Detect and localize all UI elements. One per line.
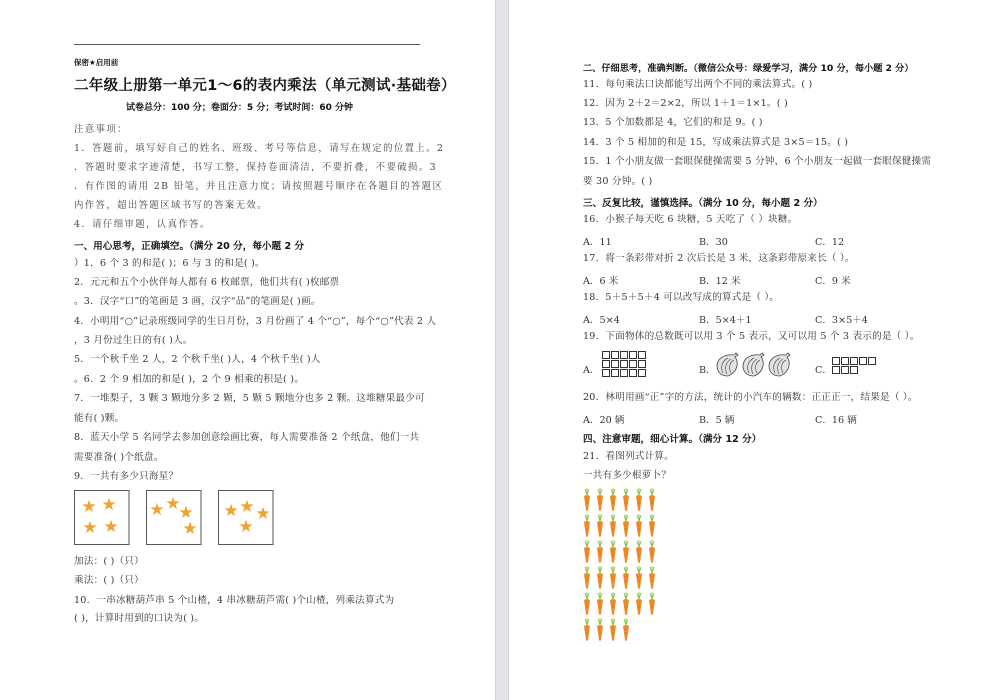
carrot-row xyxy=(583,592,663,617)
question-line: 能有( )颗。 xyxy=(74,413,125,424)
carrot-row xyxy=(583,618,663,643)
carrot-icon xyxy=(583,592,591,616)
carrot-row xyxy=(583,540,663,565)
carrot-icon xyxy=(635,540,643,564)
question-line: 7．一堆梨子，3 颗 3 颗地分多 2 颗，5 颗 5 颗地分也多 2 颗。这堆糖果最少可 xyxy=(74,393,425,404)
starfish-icon: ★ xyxy=(82,518,98,538)
question-line: 5．一个秋千坐 2 人，2 个秋千坐( )人，4 个秋千坐( )人 xyxy=(74,354,321,365)
carrot-icon xyxy=(609,618,617,642)
q21-question: 一共有多少根萝卜？ xyxy=(583,470,672,481)
question-line: 15．1 个小朋友做一套眼保健操需要 5 分钟，6 个小朋友一起做一套眼保健操需 xyxy=(583,156,932,167)
banana-bunch-icon xyxy=(740,352,768,378)
carrot-icon xyxy=(622,618,630,642)
carrot-icon xyxy=(609,592,617,616)
question-line: 11．每句乘法口诀都能写出两个不同的乘法算式。( ) xyxy=(583,79,813,90)
question-line: 14．3 个 5 相加的和是 15，写成乘法算式是 3×5＝15。( ) xyxy=(583,137,849,148)
question-line: 10．一串冰糖葫芦串 5 个山楂，4 串冰糖葫芦需( )个山楂，列乘法算式为 xyxy=(74,595,395,606)
question-line: 12．因为 2＋2＝2×2，所以 1＋1＝1×1。( ) xyxy=(583,98,788,109)
notice-line: 内作答，超出答题区域书写的答案无效。 xyxy=(74,200,268,211)
carrot-icon xyxy=(583,566,591,590)
carrot-icon xyxy=(583,514,591,538)
page-title: 二年级上册第一单元1～6的表内乘法（单元测试·基础卷） xyxy=(74,78,456,94)
q19-option-a-boxes xyxy=(602,351,646,377)
q20-option-b: B．5 辆 xyxy=(699,415,735,426)
starfish-icon: ★ xyxy=(165,494,181,514)
q17-option-c: C．9 米 xyxy=(815,276,851,287)
q9-addition-blank: 加法：( )（只） xyxy=(74,556,144,567)
question-line: 2．元元和五个小伙伴每人都有 6 枚邮票，他们共有( )枚邮票 xyxy=(74,277,340,288)
carrot-icon xyxy=(609,540,617,564)
question-line: ）1．6 个 3 的和是( )；6 与 3 的和是( )。 xyxy=(74,258,265,269)
section-4-heading: 四、注意审题，细心计算。（满分 12 分） xyxy=(583,434,762,445)
question-line: 8．蓝天小学 5 名同学去参加创意绘画比赛，每人需要准备 2 个纸盘，他们一共 xyxy=(74,432,420,443)
carrot-icon xyxy=(622,514,630,538)
q16-option-c: C．12 xyxy=(815,237,845,248)
secret-label: 保密★启用前 xyxy=(74,58,119,67)
starfish-icon: ★ xyxy=(101,495,117,515)
carrot-icon xyxy=(648,540,656,564)
question-line: ，3 月份过生日的有( )人。 xyxy=(74,335,193,346)
question-line: 4．小明用“○”记录班级同学的生日月份，3 月份画了 4 个“○”，每个“○”代表 2 人 xyxy=(74,316,437,327)
carrot-icon xyxy=(583,488,591,512)
q18-option-a: A．5×4 xyxy=(583,315,620,326)
carrot-icon xyxy=(635,488,643,512)
carrot-icon xyxy=(648,488,656,512)
q17-option-a: A．6 米 xyxy=(583,276,619,287)
starfish-icon: ★ xyxy=(255,504,271,524)
carrot-icon xyxy=(596,514,604,538)
carrot-row xyxy=(583,566,663,591)
carrot-row xyxy=(583,514,663,539)
q18-stem: 18．5＋5＋5＋4 可以改写成的算式是（ ）。 xyxy=(583,292,780,303)
starfish-icon: ★ xyxy=(149,500,165,520)
page-gap xyxy=(495,0,509,700)
q20-stem: 20．林明用画“正”字的方法，统计的小汽车的辆数：正正正一，结果是（ ）。 xyxy=(583,392,918,403)
carrot-picture xyxy=(583,488,663,644)
carrot-icon xyxy=(648,566,656,590)
starfish-icon: ★ xyxy=(238,517,254,537)
carrot-icon xyxy=(635,514,643,538)
header-rule xyxy=(74,44,420,45)
question-line: 需要准备( )个纸盘。 xyxy=(74,452,164,463)
q21-stem: 21．看图列式计算。 xyxy=(583,451,674,462)
carrot-icon xyxy=(609,488,617,512)
carrot-icon xyxy=(583,618,591,642)
section-2-heading: 二、仔细思考，准确判断。（微信公众号：绿爱学习，满分 10 分，每小题 2 分） xyxy=(583,63,914,74)
q16-option-a: A．11 xyxy=(583,237,612,248)
notice-line: ．有作图的请用 2B 铅笔，并且注意力度；请按照题号顺序在各题目的答题区 xyxy=(74,181,444,192)
question-line: 。3．汉字“口”的笔画是 3 画，汉字“品”的笔画是( )画。 xyxy=(74,296,321,307)
carrot-icon xyxy=(596,488,604,512)
carrot-icon xyxy=(648,514,656,538)
question-line: 13．5 个加数都是 4，它们的和是 9。( ) xyxy=(583,117,763,128)
starfish-image-3 xyxy=(218,490,274,545)
carrot-icon xyxy=(622,566,630,590)
starfish-image-1 xyxy=(74,490,130,545)
q20-option-c: C．16 辆 xyxy=(815,415,857,426)
q19-stem: 19．下面物体的总数既可以用 3 个 5 表示，又可以用 5 个 3 表示的是（ ）。 xyxy=(583,331,920,342)
carrot-icon xyxy=(609,514,617,538)
carrot-icon xyxy=(596,540,604,564)
starfish-image-2 xyxy=(146,490,202,545)
q20-option-a: A．20 辆 xyxy=(583,415,625,426)
q17-stem: 17．将一条彩带对折 2 次后长是 3 米，这条彩带原来长（ ）。 xyxy=(583,253,855,264)
question-line: 。6．2 个 9 相加的和是( )，2 个 9 相乘的积是( )。 xyxy=(74,374,304,385)
carrot-icon xyxy=(596,566,604,590)
document-page-1 xyxy=(0,0,495,700)
q17-option-b: B．12 米 xyxy=(699,276,741,287)
starfish-icon: ★ xyxy=(223,501,239,521)
notice-line: ．答题时要求字迹清楚，书写工整，保持卷面清洁，不要折叠，不要破损。3 xyxy=(74,162,437,173)
notice-line: 4．请仔细审题，认真作答。 xyxy=(74,219,211,230)
carrot-icon xyxy=(622,540,630,564)
carrot-icon xyxy=(635,566,643,590)
banana-bunch-icon xyxy=(766,352,794,378)
question-line: 要 30 分钟。( ) xyxy=(583,176,653,187)
carrot-icon xyxy=(635,592,643,616)
starfish-icon: ★ xyxy=(182,519,198,539)
notice-line: 1．答题前，填写好自己的姓名、班级、考号等信息，请写在规定的位置上。2 xyxy=(74,143,445,154)
q19-option-a-label: A． xyxy=(583,365,600,376)
notice-heading: 注意事项： xyxy=(74,124,128,135)
carrot-icon xyxy=(648,592,656,616)
carrot-icon xyxy=(583,540,591,564)
starfish-icon: ★ xyxy=(239,497,255,517)
carrot-icon xyxy=(622,592,630,616)
question-line: 9．一共有多少只海星？ xyxy=(74,471,179,482)
q9-multiplication-blank: 乘法：( )（只） xyxy=(74,575,144,586)
carrot-icon xyxy=(609,566,617,590)
question-line: ( )，计算时用到的口诀为( )。 xyxy=(74,613,205,624)
q18-option-b: B．5×4＋1 xyxy=(699,315,752,326)
q19-option-c-boxes xyxy=(832,357,876,374)
q16-stem: 16．小猴子每天吃 6 块糖，5 天吃了（ ）块糖。 xyxy=(583,214,798,225)
carrot-icon xyxy=(596,618,604,642)
q19-option-c-label: C． xyxy=(815,365,832,376)
carrot-icon xyxy=(622,488,630,512)
starfish-icon: ★ xyxy=(103,517,119,537)
carrot-row xyxy=(583,488,663,513)
q19-option-b-label: B． xyxy=(699,365,716,376)
starfish-icon: ★ xyxy=(178,503,194,523)
q18-option-c: C．3×5＋4 xyxy=(815,315,868,326)
section-1-heading: 一、用心思考，正确填空。（满分 20 分，每小题 2 分 xyxy=(74,241,305,252)
section-3-heading: 三、反复比较，谨慎选择。（满分 10 分，每小题 2 分） xyxy=(583,198,823,209)
q16-option-b: B．30 xyxy=(699,237,728,248)
banana-bunch-icon xyxy=(714,352,742,378)
exam-info: 试卷总分：100 分；卷面分：5 分；考试时间：60 分钟 xyxy=(126,103,353,113)
starfish-icon: ★ xyxy=(81,497,97,517)
carrot-icon xyxy=(596,592,604,616)
